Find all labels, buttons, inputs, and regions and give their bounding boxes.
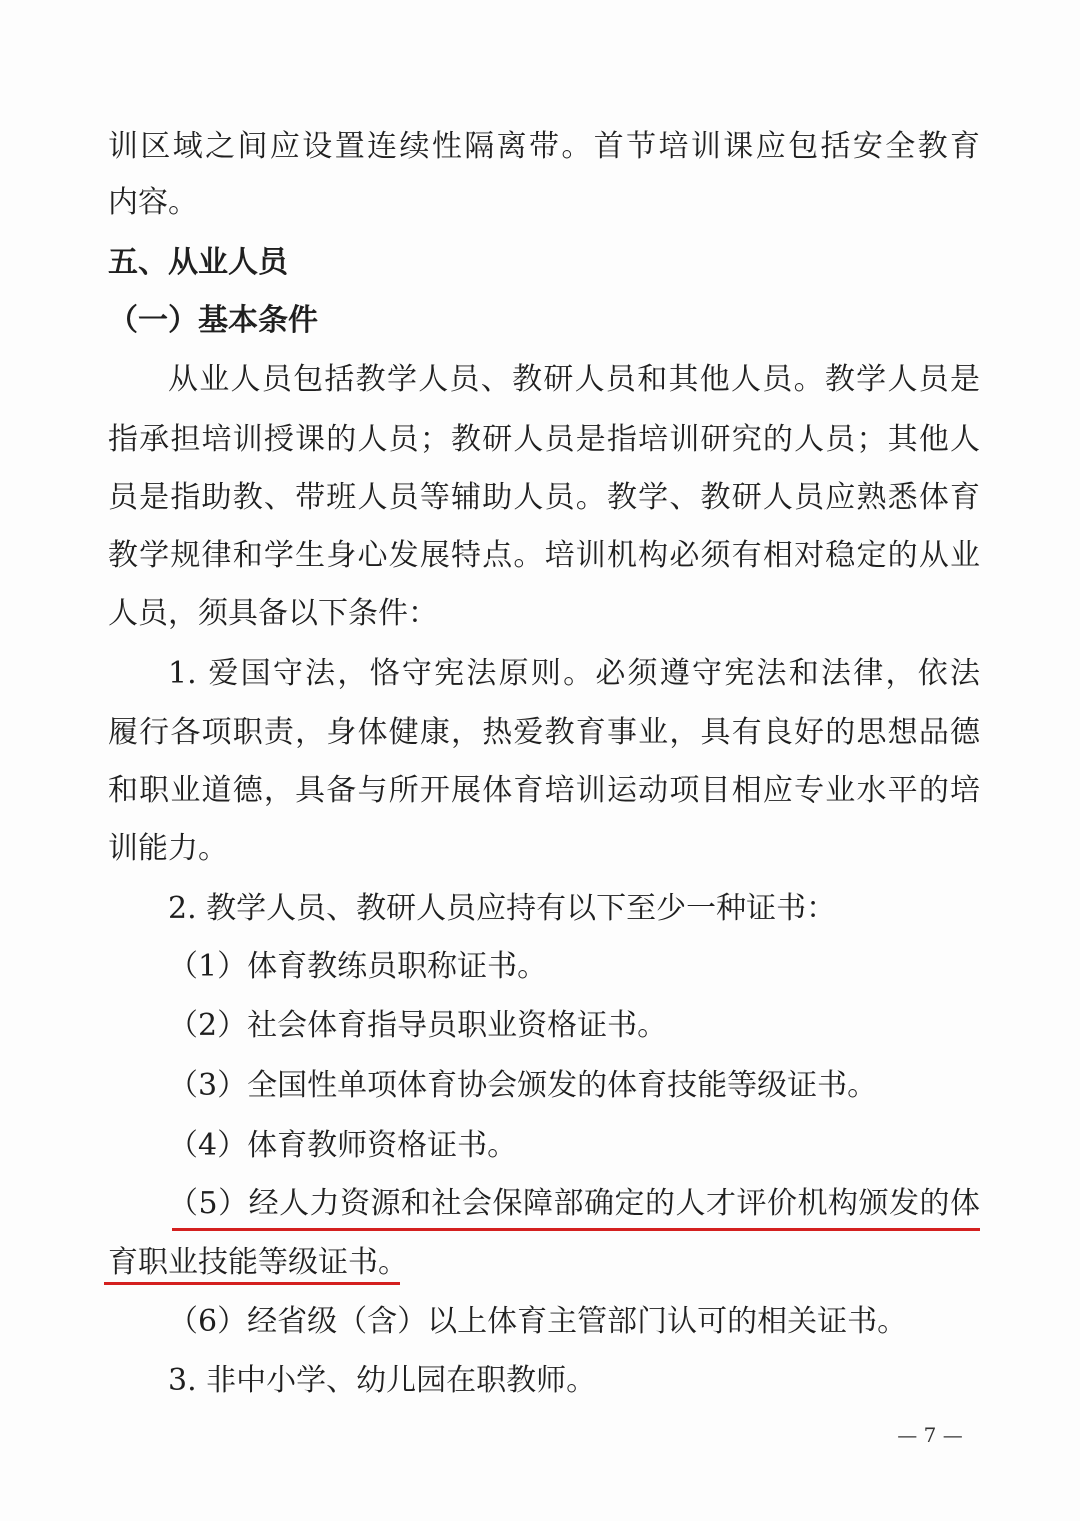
paragraph-line: 人员，须具备以下条件： — [108, 596, 438, 631]
certificate-item-4: （4）体育教师资格证书。 — [168, 1128, 518, 1163]
paragraph-line: 指承担培训授课的人员；教研人员是指培训研究的人员；其他人 — [108, 422, 980, 457]
subsection-heading: （一）基本条件 — [108, 303, 318, 338]
list-item-3-line: 3. 非中小学、幼儿园在职教师。 — [168, 1363, 597, 1398]
paragraph-line: 训能力。 — [108, 831, 228, 866]
certificate-item-2: （2）社会体育指导员职业资格证书。 — [168, 1008, 668, 1043]
list-item-1-line: 1. 爱国守法，恪守宪法原则。必须遵守宪法和法律，依法 — [168, 656, 980, 691]
certificate-item-6: （6）经省级（含）以上体育主管部门认可的相关证书。 — [168, 1304, 908, 1339]
page-number: — 7 — — [897, 1423, 963, 1447]
paragraph-line: 从业人员包括教学人员、教研人员和其他人员。教学人员是 — [168, 362, 980, 397]
paragraph-line: 内容。 — [108, 185, 198, 220]
paragraph-line: 训区域之间应设置连续性隔离带。首节培训课应包括安全教育 — [108, 129, 980, 164]
certificate-item-5-highlighted: （5）经人力资源和社会保障部确定的人才评价机构颁发的体 — [168, 1186, 980, 1221]
paragraph-line: 和职业道德，具备与所开展体育培训运动项目相应专业水平的培 — [108, 773, 980, 808]
certificate-item-1: （1）体育教练员职称证书。 — [168, 949, 548, 984]
red-underline — [104, 1282, 400, 1285]
list-item-2-line: 2. 教学人员、教研人员应持有以下至少一种证书： — [168, 891, 837, 926]
paragraph-line: 教学规律和学生身心发展特点。培训机构必须有相对稳定的从业 — [108, 538, 980, 573]
paragraph-line: 履行各项职责，身体健康，热爱教育事业，具有良好的思想品德 — [108, 715, 980, 750]
paragraph-line: 员是指助教、带班人员等辅助人员。教学、教研人员应熟悉体育 — [108, 480, 980, 515]
certificate-item-3: （3）全国性单项体育协会颁发的体育技能等级证书。 — [168, 1068, 878, 1103]
red-underline — [172, 1228, 980, 1231]
section-heading: 五、从业人员 — [108, 245, 288, 280]
certificate-item-5-continued: 育职业技能等级证书。 — [108, 1245, 408, 1280]
